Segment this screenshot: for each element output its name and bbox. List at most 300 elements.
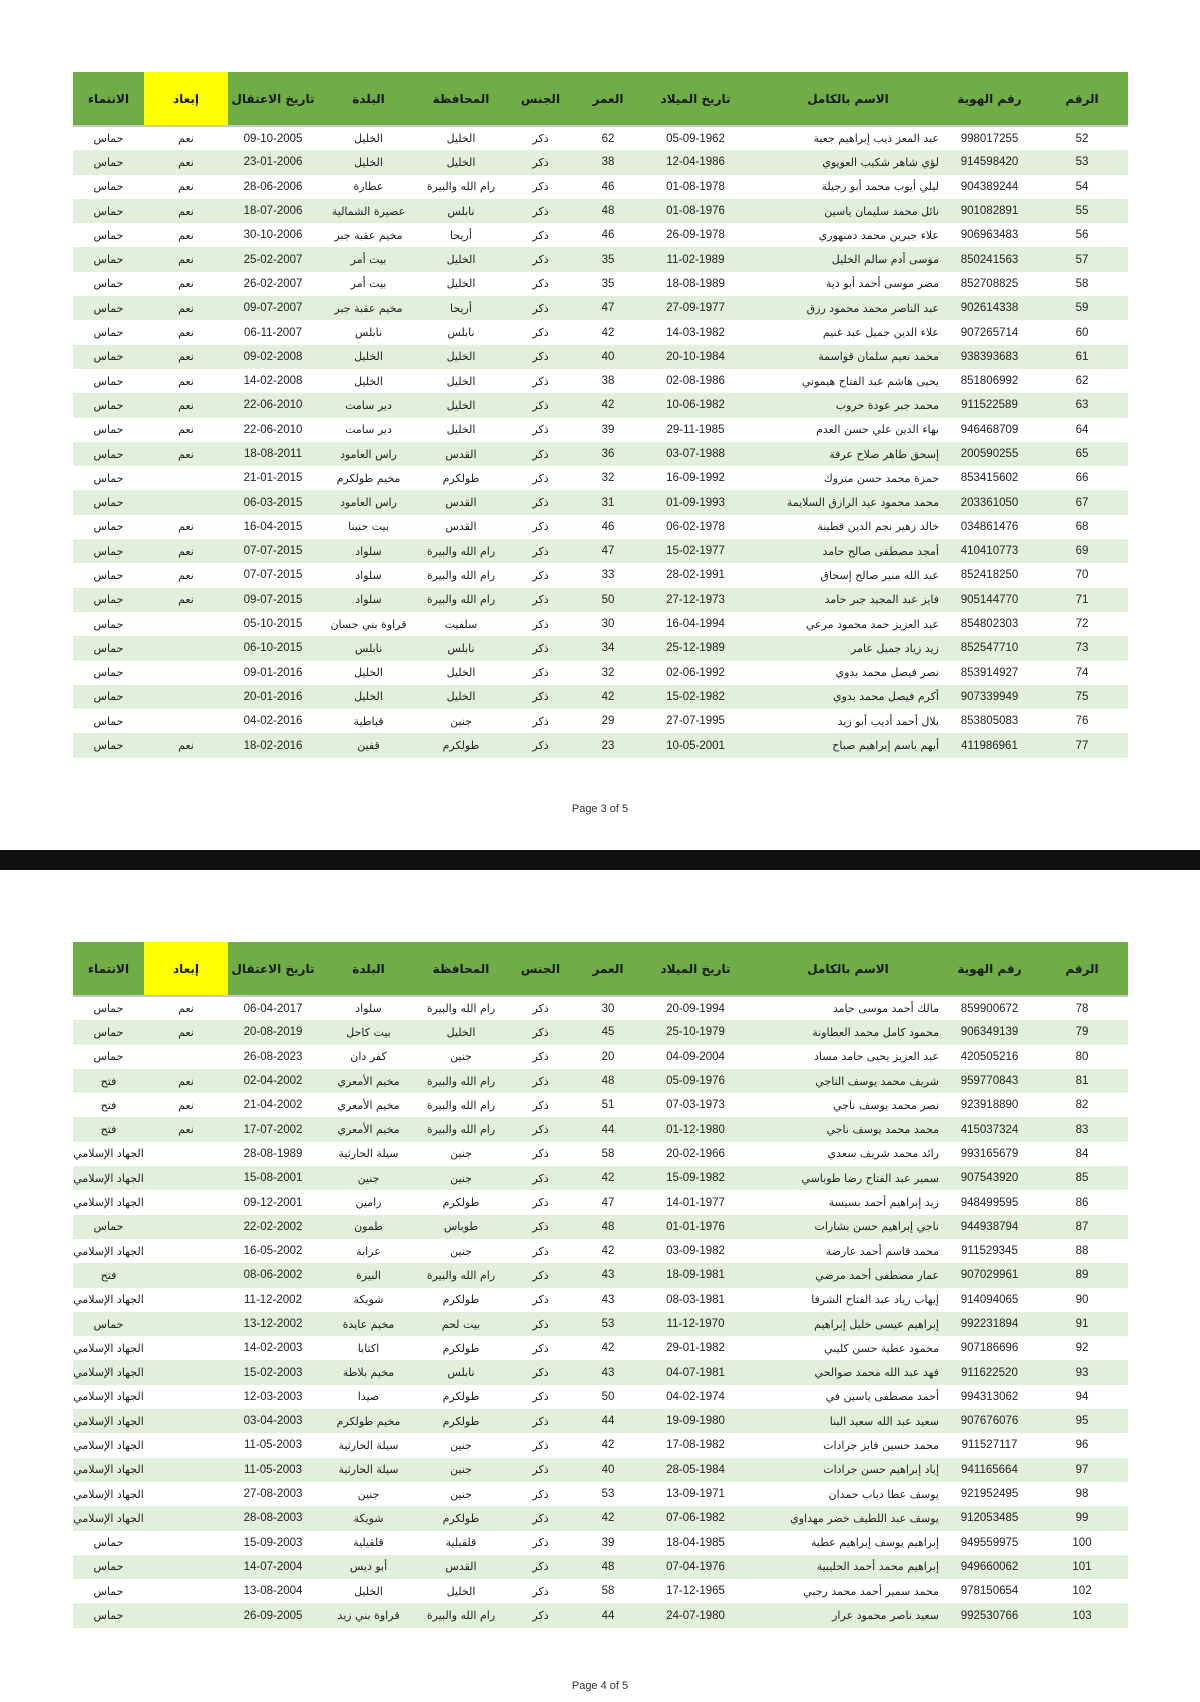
arrest-date-cell: 21-04-2002 <box>243 1099 303 1112</box>
deportation-cell <box>144 1482 228 1506</box>
id-number-cell: 203361050 <box>960 496 1019 509</box>
affiliation-cell: الجهاد الإسلامي <box>73 1487 144 1501</box>
row-number-cell: 65 <box>1075 448 1089 460</box>
age-cell: 34 <box>601 642 615 655</box>
row-number-cell: 59 <box>1075 302 1089 315</box>
gender-cell: ذكر <box>532 739 549 753</box>
birth-date-cell: 07-04-1976 <box>666 1560 725 1573</box>
gender-cell: ذكر <box>532 1147 549 1161</box>
age-cell: 47 <box>601 545 615 558</box>
town-cell: الخليل <box>354 155 383 169</box>
table-row <box>73 1239 1128 1263</box>
col-town-header: البلدة <box>318 942 419 996</box>
table-row <box>73 1020 1128 1044</box>
age-cell: 39 <box>601 423 615 436</box>
deportation-cell <box>144 1409 228 1433</box>
affiliation-cell: حماس <box>93 714 124 728</box>
deportation-cell <box>144 1458 228 1482</box>
full-name-cell: إبراهيم محمد أحمد الحليبية <box>816 1560 939 1574</box>
gender-cell: ذكر <box>532 1609 549 1623</box>
affiliation-cell: فتح <box>100 1268 117 1282</box>
row-number-cell: 77 <box>1075 739 1089 752</box>
arrest-date-cell: 02-04-2002 <box>243 1075 303 1088</box>
table-row <box>73 466 1128 490</box>
gender-cell: ذكر <box>532 1025 549 1039</box>
full-name-cell: يوسف عطا دياب حمدان <box>828 1487 939 1501</box>
birth-date-cell: 03-07-1988 <box>666 448 725 460</box>
gender-cell: ذكر <box>532 1196 549 1210</box>
affiliation-cell: حماس <box>93 204 124 218</box>
id-number-cell: 992231894 <box>960 1318 1019 1330</box>
full-name-cell: عمار مصطفى أحمد مرضي <box>815 1268 939 1282</box>
arrest-date-cell: 20-01-2016 <box>243 690 303 703</box>
gender-cell: ذكر <box>532 1220 549 1234</box>
birth-date-cell: 14-01-1977 <box>666 1196 725 1209</box>
full-name-cell: محمد محمد يوسف ناجي <box>826 1123 939 1137</box>
row-number-cell: 96 <box>1075 1439 1089 1452</box>
full-name-cell: عبد الله منير صالح إسحاق <box>820 568 939 582</box>
full-name-cell: خالد زهير نجم الدين قطينة <box>817 520 939 534</box>
governorate-cell: رام الله والبيرة <box>426 180 496 194</box>
birth-date-cell: 10-06-1982 <box>666 399 725 412</box>
age-cell: 45 <box>601 1026 615 1039</box>
row-number-cell: 57 <box>1075 253 1089 266</box>
col-age-header: العمر <box>578 942 638 996</box>
town-cell: سيلة الحارثية <box>338 1463 399 1477</box>
row-number-cell: 88 <box>1075 1245 1089 1258</box>
gender-cell: ذكر <box>532 228 549 242</box>
arrest-date-cell: 14-02-2008 <box>243 375 303 388</box>
arrest-date-cell: 14-07-2004 <box>243 1560 303 1573</box>
arrest-date-cell: 09-07-2007 <box>243 302 303 315</box>
age-cell: 39 <box>601 1536 615 1549</box>
full-name-cell: حمزة محمد حسن متروك <box>823 471 939 485</box>
arrest-date-cell: 05-10-2015 <box>243 618 303 631</box>
table-row <box>73 223 1128 247</box>
id-number-cell: 853415602 <box>960 472 1019 485</box>
full-name-cell: يوسف عبد اللطيف خضر مهداوي <box>790 1511 939 1525</box>
table-row <box>73 539 1128 563</box>
town-cell: سيلة الحارثية <box>338 1438 399 1452</box>
id-number-cell: 200590255 <box>960 448 1019 460</box>
governorate-cell: رام الله والبيرة <box>426 1098 496 1112</box>
town-cell: مخيم طولكرم <box>336 1414 401 1428</box>
full-name-cell: فايز عبد المجيد جبر حامد <box>824 593 939 607</box>
deportation-cell <box>144 1579 228 1603</box>
table-header <box>73 72 1128 126</box>
age-cell: 42 <box>601 326 615 339</box>
table-row <box>73 709 1128 733</box>
affiliation-cell: حماس <box>93 568 124 582</box>
table-row <box>73 1117 1128 1141</box>
town-cell: أبو ديس <box>349 1560 388 1574</box>
affiliation-cell: الجهاد الإسلامي <box>73 1341 144 1355</box>
town-cell: مخيم عقبة جبر <box>334 301 403 315</box>
birth-date-cell: 04-07-1981 <box>666 1366 725 1379</box>
age-cell: 30 <box>601 618 615 631</box>
row-number-cell: 94 <box>1075 1390 1089 1403</box>
governorate-cell: طولكرم <box>442 1293 480 1307</box>
id-number-cell: 034861476 <box>960 520 1019 533</box>
arrest-date-cell: 21-01-2015 <box>243 472 303 485</box>
governorate-cell: الخليل <box>446 350 476 364</box>
id-number-cell: 911622520 <box>961 1366 1018 1379</box>
table-row <box>73 369 1128 393</box>
gender-cell: ذكر <box>532 1171 549 1185</box>
affiliation-cell: الجهاد الإسلامي <box>73 1438 144 1452</box>
deportation-cell: نعم <box>178 228 194 242</box>
table-row <box>73 636 1128 660</box>
arrest-date-cell: 26-08-2023 <box>243 1050 303 1063</box>
col-age-header: العمر <box>578 72 638 126</box>
row-number-cell: 60 <box>1075 326 1089 339</box>
birth-date-cell: 18-09-1981 <box>666 1269 725 1282</box>
table-row <box>73 1142 1128 1166</box>
gender-cell: ذكر <box>532 1341 549 1355</box>
deportation-cell: نعم <box>178 520 194 534</box>
birth-date-cell: 04-02-1974 <box>666 1390 725 1403</box>
affiliation-cell: فتح <box>100 1123 117 1137</box>
row-number-cell: 53 <box>1075 156 1089 169</box>
birth-date-cell: 29-11-1985 <box>666 423 725 436</box>
full-name-cell: محمود عطية حسن كليبي <box>824 1341 939 1355</box>
gender-cell: ذكر <box>532 1511 549 1525</box>
row-number-cell: 73 <box>1075 642 1089 655</box>
gender-cell: ذكر <box>532 1536 549 1550</box>
table-row <box>73 272 1128 296</box>
id-number-cell: 902614338 <box>960 302 1019 315</box>
age-cell: 43 <box>601 1269 615 1282</box>
row-number-cell: 82 <box>1075 1099 1089 1112</box>
row-number-cell: 61 <box>1075 350 1089 363</box>
deportation-cell: نعم <box>178 423 194 437</box>
arrest-date-cell: 28-08-2003 <box>243 1512 303 1525</box>
full-name-cell: محمد محمود عبد الرازق السلايمة <box>786 496 939 510</box>
full-name-cell: مالك أحمد موسى حامد <box>832 1002 939 1016</box>
table-row <box>73 1336 1128 1360</box>
affiliation-cell: فتح <box>100 1074 117 1088</box>
id-number-cell: 949660062 <box>960 1560 1019 1573</box>
row-number-cell: 93 <box>1075 1366 1089 1379</box>
governorate-cell: طولكرم <box>442 1196 480 1210</box>
arrest-date-cell: 09-07-2015 <box>243 593 303 606</box>
id-number-cell: 901082891 <box>960 205 1019 218</box>
town-cell: راس العامود <box>340 496 397 510</box>
governorate-cell: طولكرم <box>442 471 480 485</box>
full-name-cell: يحيى هاشم عبد الفتاح هيموني <box>801 374 939 388</box>
gender-cell: ذكر <box>532 1560 549 1574</box>
deportation-cell: نعم <box>178 568 194 582</box>
row-number-cell: 64 <box>1075 423 1089 436</box>
affiliation-cell: حماس <box>93 496 124 510</box>
town-cell: دير سامت <box>345 398 392 412</box>
affiliation-cell: حماس <box>93 1050 124 1064</box>
id-number-cell: 905144770 <box>960 593 1019 606</box>
governorate-cell: جنين <box>450 1438 472 1452</box>
affiliation-cell: الجهاد الإسلامي <box>73 1147 144 1161</box>
table-row <box>73 1190 1128 1214</box>
gender-cell: ذكر <box>532 714 549 728</box>
birth-date-cell: 02-06-1992 <box>666 666 725 679</box>
row-number-cell: 87 <box>1075 1220 1089 1233</box>
affiliation-cell: حماس <box>93 326 124 340</box>
age-cell: 51 <box>601 1099 615 1112</box>
table-row <box>73 612 1128 636</box>
governorate-cell: جنين <box>450 1147 472 1161</box>
row-number-cell: 97 <box>1075 1463 1089 1476</box>
town-cell: بيت كاحل <box>346 1025 391 1039</box>
age-cell: 40 <box>601 350 615 363</box>
table-row <box>73 1603 1128 1627</box>
full-name-cell: ليلي أيوب محمد أبو رجيلة <box>821 180 939 194</box>
age-cell: 36 <box>601 448 615 460</box>
arrest-date-cell: 27-08-2003 <box>243 1488 303 1501</box>
deportation-cell: نعم <box>178 301 194 315</box>
id-number-cell: 978150654 <box>960 1585 1019 1598</box>
row-number-cell: 99 <box>1075 1512 1089 1525</box>
deportation-cell <box>144 1288 228 1312</box>
age-cell: 23 <box>601 739 615 752</box>
town-cell: سيلة الحارثية <box>338 1147 399 1161</box>
full-name-cell: إياد إبراهيم حسن جرادات <box>823 1463 939 1477</box>
birth-date-cell: 02-08-1986 <box>666 375 725 388</box>
col-town-header: البلدة <box>318 72 419 126</box>
age-cell: 43 <box>601 1293 615 1306</box>
full-name-cell: عبد المعز ذيب إبراهيم جعبة <box>813 132 939 146</box>
full-name-cell: إبراهيم يوسف إبراهيم عطية <box>810 1536 939 1550</box>
id-number-cell: 946468709 <box>960 423 1019 436</box>
id-number-cell: 912053485 <box>960 1512 1019 1525</box>
town-cell: سلواد <box>355 1002 382 1016</box>
deportation-cell <box>144 1433 228 1457</box>
governorate-cell: رام الله والبيرة <box>426 1074 496 1088</box>
deportation-cell: نعم <box>178 204 194 218</box>
town-cell: مخيم الأمعري <box>337 1074 400 1088</box>
deportation-cell <box>144 636 228 660</box>
gender-cell: ذكر <box>532 253 549 267</box>
deportation-cell: نعم <box>178 447 194 461</box>
full-name-cell: أمجد مصطفى صالح حامد <box>822 544 939 558</box>
id-number-cell: 923918890 <box>960 1099 1019 1112</box>
gender-cell: ذكر <box>532 641 549 655</box>
full-name-cell: شريف محمد يوسف الناجي <box>815 1074 939 1088</box>
affiliation-cell: الجهاد الإسلامي <box>73 1511 144 1525</box>
arrest-date-cell: 22-06-2010 <box>243 399 303 412</box>
town-cell: كفر دان <box>350 1050 387 1064</box>
full-name-cell: إيهاب زياد عبد الفتاح الشرفا <box>811 1293 939 1307</box>
id-number-cell: 851806992 <box>960 375 1019 388</box>
town-cell: الخليل <box>354 666 383 680</box>
town-cell: صيدا <box>357 1390 380 1404</box>
governorate-cell: رام الله والبيرة <box>426 1002 496 1016</box>
arrest-date-cell: 06-11-2007 <box>244 326 302 339</box>
table-body <box>73 126 1128 758</box>
gender-cell: ذكر <box>532 1002 549 1016</box>
table-row <box>73 393 1128 417</box>
town-cell: مخيم الأمعري <box>337 1098 400 1112</box>
table-row <box>73 563 1128 587</box>
governorate-cell: نابلس <box>447 204 475 218</box>
age-cell: 42 <box>601 399 615 412</box>
age-cell: 46 <box>601 520 615 533</box>
governorate-cell: جنين <box>450 1171 472 1185</box>
gender-cell: ذكر <box>532 1098 549 1112</box>
table-row <box>73 1458 1128 1482</box>
col-affiliation-header: الانتماء <box>73 72 144 126</box>
gender-cell: ذكر <box>532 690 549 704</box>
town-cell: جنين <box>357 1487 380 1501</box>
birth-date-cell: 01-08-1978 <box>666 180 725 193</box>
affiliation-cell: حماس <box>93 1536 124 1550</box>
birth-date-cell: 06-02-1978 <box>666 520 725 533</box>
deportation-cell <box>144 1239 228 1263</box>
full-name-cell: نصر فيصل محمد بدوي <box>835 666 939 680</box>
gender-cell: ذكر <box>532 593 549 607</box>
governorate-cell: الخليل <box>446 277 476 291</box>
col-gender-header: الجنس <box>503 72 578 126</box>
table-row <box>73 1433 1128 1457</box>
age-cell: 48 <box>601 1220 615 1233</box>
deportation-cell <box>144 466 228 490</box>
affiliation-cell: الجهاد الإسلامي <box>73 1293 144 1307</box>
birth-date-cell: 26-09-1978 <box>666 229 725 242</box>
page-footer: Page 4 of 5 <box>571 1680 629 1692</box>
deportation-cell: نعم <box>178 739 194 753</box>
age-cell: 47 <box>601 302 615 315</box>
id-number-cell: 854802303 <box>960 618 1019 631</box>
affiliation-cell: حماس <box>93 1220 124 1234</box>
id-number-cell: 914094065 <box>960 1293 1019 1306</box>
table-row <box>73 150 1128 174</box>
deportation-cell <box>144 661 228 685</box>
affiliation-cell: حماس <box>93 641 124 655</box>
arrest-date-cell: 13-12-2002 <box>243 1318 303 1330</box>
deportation-cell <box>144 1360 228 1384</box>
deportation-cell <box>144 1385 228 1409</box>
birth-date-cell: 29-01-1982 <box>666 1342 725 1355</box>
birth-date-cell: 16-09-1992 <box>666 472 725 485</box>
birth-date-cell: 08-03-1981 <box>666 1293 725 1306</box>
id-number-cell: 904389244 <box>960 180 1019 193</box>
row-number-cell: 78 <box>1075 1002 1089 1015</box>
table-row <box>73 1069 1128 1093</box>
row-number-cell: 103 <box>1072 1609 1092 1622</box>
deportation-cell: نعم <box>178 374 194 388</box>
id-number-cell: 941165664 <box>961 1463 1018 1476</box>
arrest-date-cell: 16-05-2002 <box>243 1245 303 1258</box>
table-row <box>73 1531 1128 1555</box>
affiliation-cell: حماس <box>93 1002 124 1016</box>
birth-date-cell: 20-09-1994 <box>666 1002 725 1015</box>
gender-cell: ذكر <box>532 155 549 169</box>
affiliation-cell: حماس <box>93 180 124 194</box>
affiliation-cell: حماس <box>93 593 124 607</box>
governorate-cell: رام الله والبيرة <box>426 1123 496 1137</box>
deportation-cell: نعم <box>178 277 194 291</box>
birth-date-cell: 05-09-1976 <box>666 1075 725 1088</box>
affiliation-cell: حماس <box>93 398 124 412</box>
gender-cell: ذكر <box>532 301 549 315</box>
table-row <box>73 175 1128 199</box>
id-number-cell: 907265714 <box>960 326 1019 339</box>
col-id-number-header: رقم الهوية <box>943 72 1036 126</box>
row-number-cell: 75 <box>1075 690 1089 703</box>
table-row <box>73 1166 1128 1190</box>
full-name-cell: محمد قاسم أحمد عارضة <box>825 1244 939 1258</box>
full-name-cell: عبد العزيز يحيى حامد مساد <box>814 1050 939 1064</box>
document-page-3 <box>0 0 1200 850</box>
row-number-cell: 101 <box>1072 1560 1092 1573</box>
gender-cell: ذكر <box>532 1584 549 1598</box>
arrest-date-cell: 18-02-2016 <box>243 739 303 752</box>
full-name-cell: فهد عبد الله محمد صوالحي <box>814 1366 939 1380</box>
id-number-cell: 914598420 <box>960 156 1019 169</box>
arrest-date-cell: 22-06-2010 <box>243 423 303 436</box>
governorate-cell: بيت لحم <box>441 1317 481 1331</box>
prisoners-table <box>73 942 1128 1628</box>
gender-cell: ذكر <box>532 374 549 388</box>
id-number-cell: 993165679 <box>960 1147 1019 1160</box>
table-row <box>73 661 1128 685</box>
gender-cell: ذكر <box>532 568 549 582</box>
arrest-date-cell: 17-07-2002 <box>243 1123 303 1136</box>
row-number-cell: 95 <box>1075 1415 1089 1428</box>
id-number-cell: 998017255 <box>960 132 1019 145</box>
gender-cell: ذكر <box>532 1293 549 1307</box>
town-cell: دير سامت <box>345 423 392 437</box>
birth-date-cell: 07-03-1973 <box>666 1099 725 1112</box>
age-cell: 46 <box>601 180 615 193</box>
affiliation-cell: حماس <box>93 301 124 315</box>
governorate-cell: طوباس <box>443 1220 479 1234</box>
age-cell: 48 <box>601 1075 615 1088</box>
row-number-cell: 58 <box>1075 277 1089 290</box>
deportation-cell: نعم <box>178 155 194 169</box>
id-number-cell: 907029961 <box>960 1269 1019 1282</box>
gender-cell: ذكر <box>532 180 549 194</box>
governorate-cell: الخليل <box>446 1025 476 1039</box>
governorate-cell: نابلس <box>447 326 475 340</box>
gender-cell: ذكر <box>532 398 549 412</box>
gender-cell: ذكر <box>532 326 549 340</box>
gender-cell: ذكر <box>532 1317 549 1331</box>
arrest-date-cell: 09-02-2008 <box>243 350 303 363</box>
table-row <box>73 685 1128 709</box>
birth-date-cell: 03-09-1982 <box>666 1245 725 1258</box>
arrest-date-cell: 15-08-2001 <box>243 1172 303 1185</box>
arrest-date-cell: 18-08-2011 <box>244 448 302 460</box>
table-header <box>73 942 1128 996</box>
gender-cell: ذكر <box>532 447 549 461</box>
arrest-date-cell: 12-03-2003 <box>243 1390 303 1403</box>
town-cell: سلواد <box>355 568 382 582</box>
table-row <box>73 1312 1128 1336</box>
governorate-cell: جنين <box>450 714 472 728</box>
town-cell: جنين <box>357 1171 380 1185</box>
governorate-cell: طولكرم <box>442 1414 480 1428</box>
governorate-cell: رام الله والبيرة <box>426 1268 496 1282</box>
town-cell: الخليل <box>354 690 383 704</box>
id-number-cell: 921952495 <box>960 1488 1019 1501</box>
row-number-cell: 52 <box>1075 132 1089 145</box>
row-number-cell: 79 <box>1075 1026 1089 1039</box>
gender-cell: ذكر <box>532 617 549 631</box>
town-cell: نابلس <box>354 326 383 340</box>
age-cell: 29 <box>601 715 615 728</box>
town-cell: نابلس <box>354 641 383 655</box>
birth-date-cell: 27-09-1977 <box>666 302 725 315</box>
col-birth-date-header: تاريخ الميلاد <box>638 72 753 126</box>
